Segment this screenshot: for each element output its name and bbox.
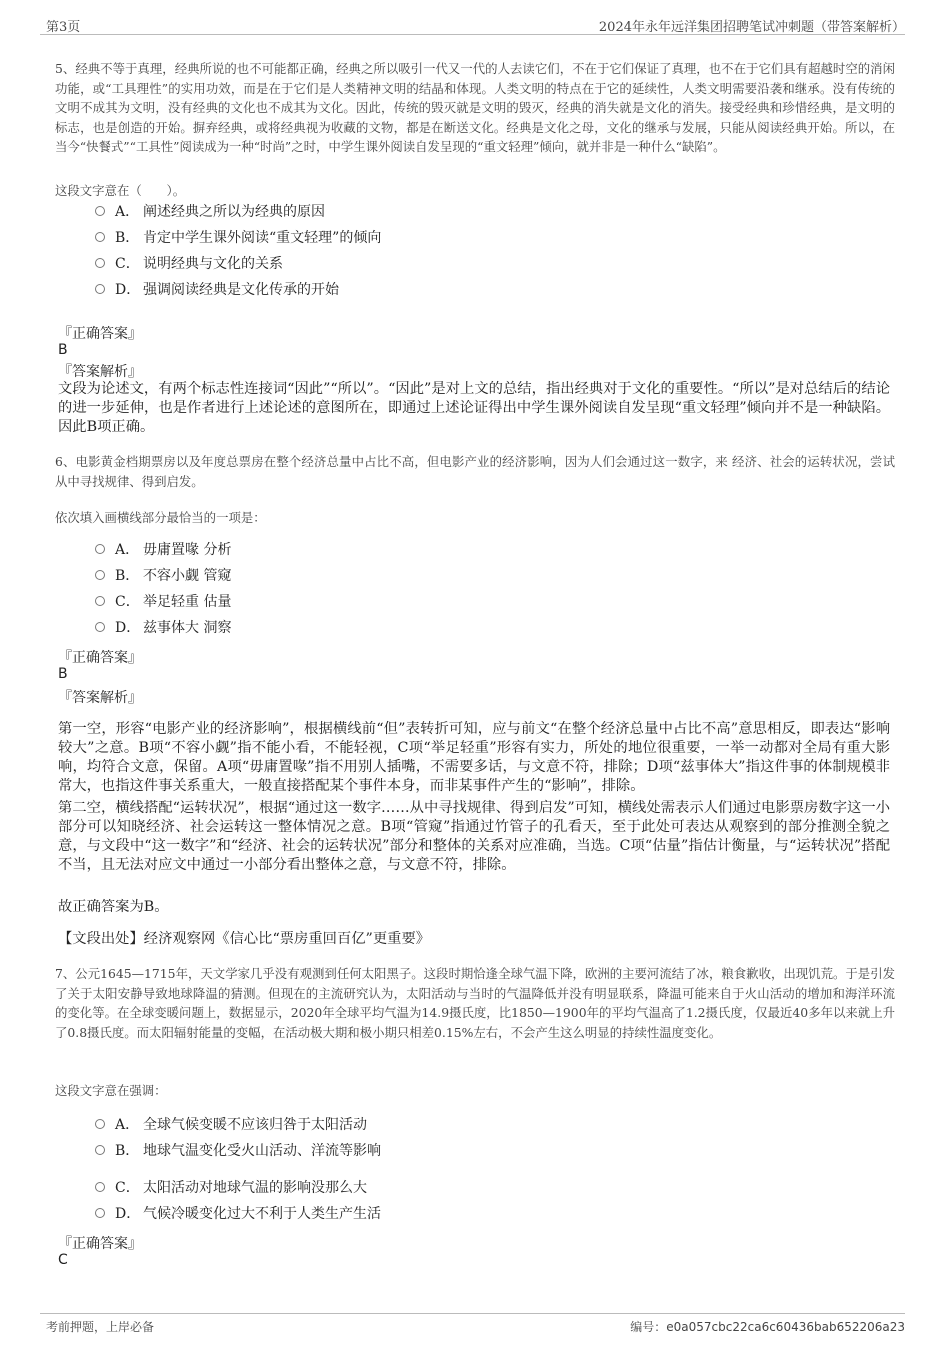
q5-option-c[interactable]: C． 说明经典与文化的关系 <box>95 253 283 275</box>
q6-option-d[interactable]: D． 兹事体大 洞察 <box>95 617 231 639</box>
footer-code: 编号：e0a057cbc22ca6c60436bab652206a23 <box>630 1320 905 1334</box>
radio-icon[interactable] <box>95 622 105 632</box>
q6-answer: B <box>58 666 68 682</box>
page-number: 第3页 <box>46 20 81 35</box>
q7-answer: C <box>58 1252 68 1268</box>
q7-option-a[interactable]: A． 全球气候变暖不应该归咎于太阳活动 <box>95 1114 367 1136</box>
radio-icon[interactable] <box>95 206 105 216</box>
q7-stem: 7、公元1645—1715年，天文学家几乎没有观测到任何太阳黑子。这段时期恰逢全球气温下降，欧洲的主要河流结了冰，粮食歉收，出现饥荒。于是引发了关于太阳安静导致地球降温的猜测。但现在的主流研究认为，太阳活动与当时的气温降低并没有明显联系，降温可能来自于火山活动的增加和海洋环流的变化等。在全球变暖问题上，数据显示，2020年全球平均气温为14.9摄氏度，比1850—1900年的平均气温高了1.2摄氏度，仅最近40多年以来就上升了0.8摄氏度。而太阳辐射能量的变幅，在活动极大期和极小期只相差0.15%左右，不会产生这么明显的持续性温度变化。 <box>55 966 895 1040</box>
footer-slogan: 考前押题，上岸必备 <box>46 1320 155 1334</box>
q5-question: 这段文字意在（ ）。 <box>55 183 186 198</box>
q5-analysis: 文段为论述文，有两个标志性连接词“因此”“所以”。“因此”是对上文的总结，指出经典对于文化的重要性。“所以”是对总结后的结论的进一步延伸，也是作者进行上述论述的意图所在，即通过上述论证得出中学生课外阅读自发呈现“重文轻理”倾向并不是一种缺陷。因此B项正确。 <box>58 381 890 435</box>
page-header <box>40 14 905 35</box>
q7-question: 这段文字意在强调： <box>55 1083 167 1098</box>
q7-option-d[interactable]: D． 气候冷暖变化过大不利于人类生产生活 <box>95 1203 381 1225</box>
q7-answer-label: 『正确答案』 <box>58 1236 142 1252</box>
q6-analysis-paragraph-2: 第二空，横线搭配“运转状况”，根据“通过这一数字……从中寻找规律、得到启发”可知，横线处需表示人们通过电影票房数字这一小部分可以知晓经济、社会运转这一整体情况之意。B项“管窥”指通过竹管子的孔看天，至于此处可表达从观察到的部分推测全貌之意，与文段中“这一数字”和“经济、社会的运转状况”部分和整体的关系对应准确，当选。C项“估量”指估计衡量，与“运转状况”搭配不当，且无法对应文中通过一小部分看出整体之意，与文意不符，排除。 <box>58 800 890 873</box>
radio-icon[interactable] <box>95 596 105 606</box>
q7-option-c[interactable]: C． 太阳活动对地球气温的影响没那么大 <box>95 1177 367 1199</box>
document-title: 2024年永年远洋集团招聘笔试冲刺题（带答案解析） <box>598 20 905 35</box>
q6-analysis-label: 『答案解析』 <box>58 690 142 706</box>
q6-stem: 6、电影黄金档期票房以及年度总票房在整个经济总量中占比不高，但电影产业的经济影响，因为人们会通过这一数字，来 经济、社会的运转状况，尝试从中寻找规律、得到启发。 <box>55 454 895 489</box>
q6-option-c[interactable]: C． 举足轻重 估量 <box>95 591 231 613</box>
radio-icon[interactable] <box>95 544 105 554</box>
q6-question: 依次填入画横线部分最恰当的一项是： <box>55 510 266 525</box>
radio-icon[interactable] <box>95 1182 105 1192</box>
q5-answer-label: 『正确答案』 <box>58 326 142 342</box>
radio-icon[interactable] <box>95 258 105 268</box>
q6-answer-label: 『正确答案』 <box>58 650 142 666</box>
radio-icon[interactable] <box>95 1119 105 1129</box>
q6-option-b[interactable]: B． 不容小觑 管窥 <box>95 565 231 587</box>
q7-option-b[interactable]: B． 地球气温变化受火山活动、洋流等影响 <box>95 1140 381 1162</box>
radio-icon[interactable] <box>95 284 105 294</box>
q5-stem: 5、经典不等于真理，经典所说的也不可能都正确，经典之所以吸引一代又一代的人去读它们，不在于它们保证了真理，也不在于它们具有超越时空的消闲功能，或“工具理性”的实用功效，而是在于它们是人类精神文明的结晶和体现。人类文明的特点在于它的延续性，人类文明需要沿袭和继承。没有传统的文明不成其为文明，没有经典的文化也不成其为文化。因此，传统的毁灭就是文明的毁灭，经典的消失就是文化的消失。接受经典和珍惜经典，是文明的标志，也是创造的开始。摒弃经典，或将经典视为收藏的文物，都是在断送文化。经典是文化之母，文化的继承与发展，只能从阅读经典开始。所以，在当今“快餐式”“工具性”阅读成为一种“时尚”之时，中学生课外阅读自发呈现的“重文轻理”倾向，就并非是一种什么“缺陷”。 <box>55 61 895 154</box>
page-footer <box>40 1313 905 1336</box>
q6-analysis-paragraph-1: 第一空，形容“电影产业的经济影响”，根据横线前“但”表转折可知，应与前文“在整个经济总量中占比不高”意思相反，即表达“影响较大”之意。B项“不容小觑”指不能小看，不能轻视，C项“举足轻重”形容有实力，所处的地位很重要，一举一动都对全局有重大影响，均符合文意，保留。A项“毋庸置喙”指不用别人插嘴，不需要多话，与文意不符，排除；D项“兹事体大”指这件事的体制规模非常大，也指这件事关系重大，一般直接搭配某个事件本身，而非某事件产生的“影响”，排除。 <box>58 721 890 794</box>
q6-source: 【文段出处】经济观察网《信心比“票房重回百亿”更重要》 <box>58 931 431 947</box>
q6-analysis-conclusion: 故正确答案为B。 <box>58 899 169 915</box>
q5-analysis-label: 『答案解析』 <box>58 364 142 380</box>
q6-option-a[interactable]: A． 毋庸置喙 分析 <box>95 539 231 561</box>
radio-icon[interactable] <box>95 232 105 242</box>
radio-icon[interactable] <box>95 1208 105 1218</box>
q5-option-a[interactable]: A． 阐述经典之所以为经典的原因 <box>95 201 325 223</box>
q5-answer: B <box>58 342 68 358</box>
radio-icon[interactable] <box>95 570 105 580</box>
q5-option-d[interactable]: D． 强调阅读经典是文化传承的开始 <box>95 279 339 301</box>
radio-icon[interactable] <box>95 1145 105 1155</box>
q5-option-b[interactable]: B． 肯定中学生课外阅读“重文轻理”的倾向 <box>95 227 381 249</box>
